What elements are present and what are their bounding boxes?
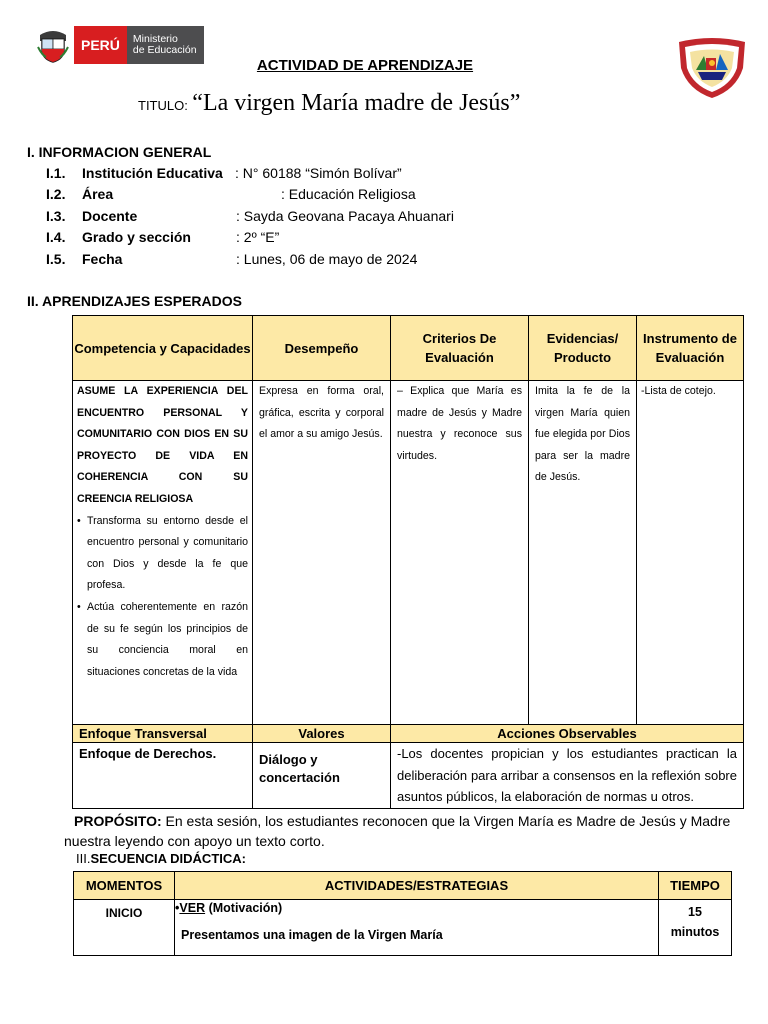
learning-table-header	[73, 316, 744, 381]
header-enfoque: Enfoque Transversal	[73, 725, 253, 743]
ver-line	[175, 901, 658, 915]
header-actividades: ACTIVIDADES/ESTRATEGIAS	[175, 872, 659, 900]
capacidad-text: Actúa coherentemente en razón de su fe según los principios de su conciencia moral en situaciones concretas de la vida	[87, 600, 248, 678]
enfoque-text: Enfoque de Derechos.	[79, 746, 217, 761]
proposito-label: PROPÓSITO:	[74, 813, 162, 829]
competencia-cell	[73, 381, 253, 725]
info-num: I.5.	[46, 251, 66, 267]
enfoque-cell	[73, 743, 253, 809]
evidencias-cell	[529, 381, 637, 725]
section-3-prefix: III.	[76, 851, 91, 866]
session-title	[138, 90, 520, 117]
learning-table	[72, 315, 744, 809]
section-2-heading: II. APRENDIZAJES ESPERADOS	[27, 293, 242, 309]
sequence-table-header	[74, 872, 732, 900]
ver-label: VER	[179, 901, 206, 915]
header-tiempo: TIEMPO	[659, 872, 732, 900]
header-instrumento: Instrumento de Evaluación	[637, 316, 744, 381]
instrumento-text: -Lista de cotejo.	[641, 385, 716, 397]
tiempo-cell: 15 minutos	[659, 900, 732, 956]
sequence-table	[73, 871, 732, 956]
titulo-text: “La virgen María madre de Jesús”	[192, 90, 521, 116]
sequence-row-inicio	[74, 900, 732, 956]
criterios-text: – Explica que María es madre de Jesús y Madre nuestra y reconoce sus virtudes.	[397, 385, 522, 462]
ministerio-line2: de Educación	[132, 44, 197, 56]
header-acciones: Acciones Observables	[391, 725, 744, 743]
info-key: Grado y sección	[82, 229, 191, 245]
header-momentos: MOMENTOS	[74, 872, 175, 900]
info-value: : Lunes, 06 de mayo de 2024	[236, 251, 418, 267]
header-valores: Valores	[253, 725, 391, 743]
info-value: : 2º “E”	[236, 229, 280, 245]
criterios-cell	[391, 381, 529, 725]
desempeno-cell	[253, 381, 391, 725]
enfoque-row	[73, 743, 744, 809]
info-key: Fecha	[82, 251, 123, 267]
bullet-icon: •	[175, 901, 180, 915]
document-title: ACTIVIDAD DE APRENDIZAJE	[256, 57, 474, 74]
valores-text: Diálogo y concertación	[259, 752, 340, 785]
info-key: Institución Educativa	[82, 165, 223, 181]
section-3-title: SECUENCIA DIDÁCTICA:	[90, 851, 246, 866]
info-value: : Educación Religiosa	[281, 186, 416, 202]
learning-table-row	[73, 381, 744, 725]
desempeno-text: Expresa en forma oral, gráfica, escrita y corporal el amor a su amigo Jesús.	[259, 385, 384, 441]
info-value: : Sayda Geovana Pacaya Ahuanari	[236, 208, 454, 224]
competencia-text: ASUME LA EXPERIENCIA DEL ENCUENTRO PERSONAL Y COMUNITARIO CON DIOS EN SU PROYECTO DE VIDA EN COHERENCIA CON SU CREENCIA RELIGIOSA	[77, 385, 248, 505]
section-1-heading: I. INFORMACION GENERAL	[27, 144, 212, 160]
info-num: I.4.	[46, 229, 66, 245]
capacidad-item	[73, 597, 252, 683]
momento-cell: INICIO	[74, 900, 175, 956]
info-value: : N° 60188 “Simón Bolívar”	[235, 165, 402, 181]
actividad-text: Presentamos una imagen de la Virgen María	[181, 928, 443, 942]
acciones-text: -Los docentes propician y los estudiantes practican la deliberación para arribar a consensos en la reflexión sobre asuntos públicos, la elaboración de normas u otros.	[397, 746, 737, 805]
instrumento-cell	[637, 381, 744, 725]
section-3-heading	[76, 851, 246, 866]
bullet-icon: •	[77, 514, 81, 527]
header-desempeno: Desempeño	[253, 316, 391, 381]
proposito-text: En esta sesión, los estudiantes reconocen que la Virgen María es Madre de Jesús y Madre nuestra leyendo con apoyo un texto corto.	[64, 813, 731, 849]
header-criterios: Criterios De Evaluación	[391, 316, 529, 381]
ministerio-line1: Ministerio	[132, 33, 178, 45]
titulo-label: TITULO:	[138, 98, 188, 113]
ver-motivacion: (Motivación)	[205, 901, 283, 915]
bullet-icon: •	[77, 600, 81, 613]
info-num: I.2.	[46, 186, 66, 202]
capacidad-item	[73, 511, 252, 597]
info-num: I.1.	[46, 165, 66, 181]
valores-cell	[253, 743, 391, 809]
evidencias-text: Imita la fe de la virgen María quien fue elegida por Dios para ser la madre de Jesús.	[535, 385, 630, 484]
proposito-paragraph	[64, 811, 754, 851]
capacidad-text: Transforma su entorno desde el encuentro personal y comunitario con Dios y desde la fe que profesa.	[87, 514, 248, 592]
peru-label: PERÚ	[74, 26, 127, 64]
header-evidencias: Evidencias/ Producto	[529, 316, 637, 381]
acciones-cell	[391, 743, 744, 809]
info-key: Área	[82, 186, 114, 202]
enfoque-header-row	[73, 725, 744, 743]
info-num: I.3.	[46, 208, 66, 224]
info-key: Docente	[82, 208, 138, 224]
header-competencia: Competencia y Capacidades	[73, 316, 253, 381]
actividad-cell	[175, 900, 659, 956]
